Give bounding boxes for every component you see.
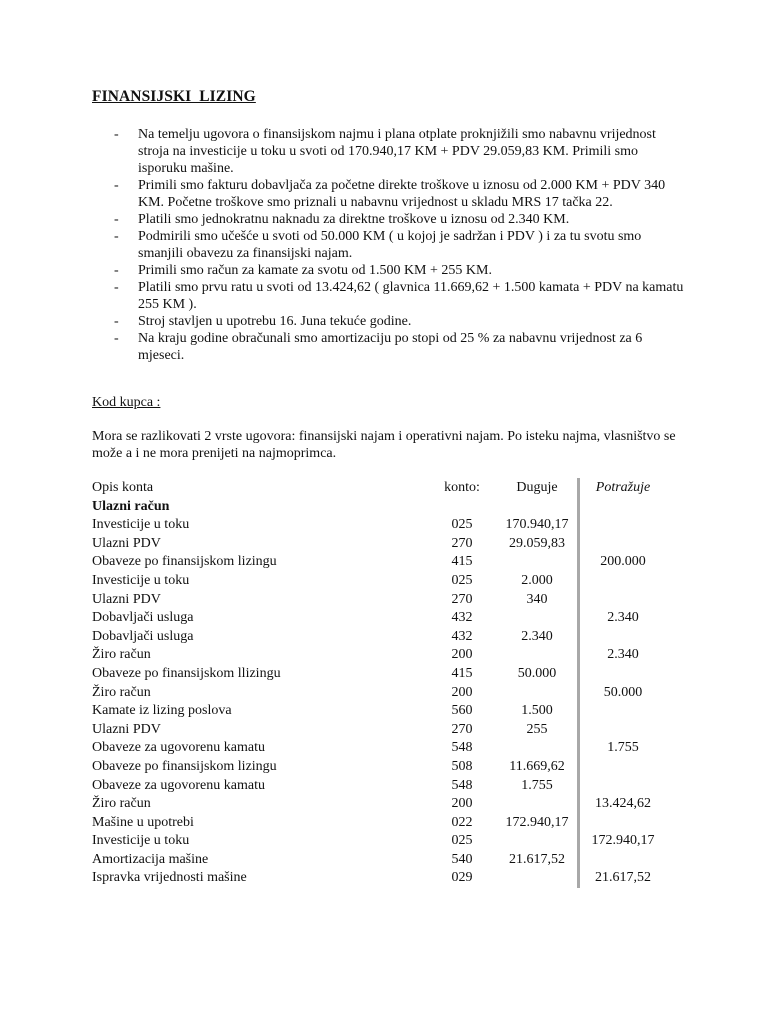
header-duguje: Duguje xyxy=(516,480,558,495)
bullet-item xyxy=(114,211,684,228)
row-desc: Obaveze po finansijskom lizingu xyxy=(92,554,277,570)
bullet-text: Primili smo račun za kamate za svotu od 1.500 KM + 255 KM. xyxy=(138,263,492,278)
table-row xyxy=(92,758,692,777)
row-duguje: 21.617,52 xyxy=(509,851,565,867)
bullet-marker: - xyxy=(114,331,119,346)
row-konto: 560 xyxy=(451,703,473,719)
row-desc: Dobavljači usluga xyxy=(92,628,194,644)
row-desc: Ulazni PDV xyxy=(92,535,161,551)
table-row xyxy=(92,628,692,647)
row-desc: Mašine u upotrebi xyxy=(92,814,194,830)
row-potrazuje: 21.617,52 xyxy=(595,870,651,886)
row-konto: 415 xyxy=(451,665,473,681)
row-duguje: 255 xyxy=(526,721,548,737)
row-konto: 270 xyxy=(451,591,473,607)
row-potrazuje: 1.755 xyxy=(607,740,639,756)
table-row xyxy=(92,646,692,665)
document-title: FINANSIJSKI LIZING xyxy=(92,88,256,105)
table-row xyxy=(92,572,692,591)
row-konto: 548 xyxy=(451,740,473,756)
table-row xyxy=(92,777,692,796)
table-row xyxy=(92,702,692,721)
row-desc: Obaveze za ugovorenu kamatu xyxy=(92,740,265,756)
row-potrazuje: 2.340 xyxy=(607,610,639,626)
table-row xyxy=(92,665,692,684)
bullet-marker: - xyxy=(114,263,119,278)
row-potrazuje: 2.340 xyxy=(607,647,639,663)
row-desc: Obaveze po finansijskom lizingu xyxy=(92,758,277,774)
table-row xyxy=(92,739,692,758)
ledger-header-row xyxy=(92,479,692,498)
bullet-marker: - xyxy=(114,314,119,329)
row-konto: 200 xyxy=(451,684,473,700)
row-desc: Investicije u toku xyxy=(92,833,190,849)
bullet-text: Na kraju godine obračunali smo amortizaciju po stopi od 25 % za nabavnu vrijednost za 6 mjeseci. xyxy=(138,331,643,363)
row-konto: 432 xyxy=(451,610,473,626)
row-desc: Dobavljači usluga xyxy=(92,610,194,626)
row-potrazuje: 13.424,62 xyxy=(595,796,651,812)
row-konto: 415 xyxy=(451,554,473,570)
row-konto: 270 xyxy=(451,535,473,551)
table-row xyxy=(92,832,692,851)
row-konto: 025 xyxy=(451,517,473,533)
row-desc: Ulazni PDV xyxy=(92,721,161,737)
bullet-text: Platili smo jednokratnu naknadu za direktne troškove u iznosu od 2.340 KM. xyxy=(138,212,570,227)
row-desc: Žiro račun xyxy=(92,796,151,812)
row-duguje: 1.755 xyxy=(521,777,553,793)
row-desc: Ispravka vrijednosti mašine xyxy=(92,870,247,886)
bullet-text: Na temelju ugovora o finansijskom najmu i plana otplate proknjižili smo nabavnu vrijednost stroja na investicije u toku u svoti od 170.940,17 KM + PDV 29.059,83 KM. Primili smo isporuku mašine. xyxy=(138,127,656,176)
bullet-item xyxy=(114,330,684,364)
row-desc: Ulazni PDV xyxy=(92,591,161,607)
table-row xyxy=(92,553,692,572)
row-konto: 200 xyxy=(451,647,473,663)
row-konto: 548 xyxy=(451,777,473,793)
bullet-marker: - xyxy=(114,127,119,142)
row-konto: 540 xyxy=(451,851,473,867)
row-konto: 432 xyxy=(451,628,473,644)
row-konto: 025 xyxy=(451,833,473,849)
bullet-text: Podmirili smo učešće u svoti od 50.000 KM ( u kojoj je sadržan i PDV ) i za tu svotu smo smanjili obavezu za finansijski najam. xyxy=(138,229,642,261)
bullet-item xyxy=(114,279,684,313)
row-desc: Investicije u toku xyxy=(92,572,190,588)
table-row xyxy=(92,814,692,833)
bullet-item xyxy=(114,313,684,330)
bullet-item xyxy=(114,126,684,177)
bullet-item xyxy=(114,228,684,262)
bullet-text: Stroj stavljen u upotrebu 16. Juna tekuće godine. xyxy=(138,314,412,329)
row-potrazuje: 200.000 xyxy=(600,554,646,570)
header-potrazuje: Potražuje xyxy=(595,480,651,495)
row-potrazuje: 50.000 xyxy=(603,684,643,700)
bullet-text: Primili smo fakturu dobavljača za početne direkte troškove u iznosu od 2.000 KM + PDV 340 KM. Početne troškove smo priznali u nabavnu vrijednost u skladu MRS 17 tačka 22. xyxy=(138,178,666,210)
ledger-subheading: Ulazni račun xyxy=(92,498,170,514)
table-row xyxy=(92,684,692,703)
ledger-table xyxy=(92,479,692,888)
row-konto: 200 xyxy=(451,796,473,812)
row-konto: 022 xyxy=(451,814,473,830)
table-row xyxy=(92,535,692,554)
bullet-marker: - xyxy=(114,212,119,227)
row-duguje: 340 xyxy=(526,591,548,607)
ledger-subheading-row xyxy=(92,498,692,517)
table-row xyxy=(92,609,692,628)
row-desc: Investicije u toku xyxy=(92,517,190,533)
row-desc: Žiro račun xyxy=(92,647,151,663)
bullet-marker: - xyxy=(114,280,119,295)
row-duguje: 172.940,17 xyxy=(505,814,569,830)
row-desc: Kamate iz lizing poslova xyxy=(92,703,232,719)
ledger-body xyxy=(92,516,692,888)
row-desc: Obaveze za ugovorenu kamatu xyxy=(92,777,265,793)
row-duguje: 2.340 xyxy=(521,628,553,644)
section-heading: Kod kupca : xyxy=(92,395,161,410)
row-desc: Obaveze po finansijskom llizingu xyxy=(92,665,281,681)
table-row xyxy=(92,591,692,610)
row-duguje: 29.059,83 xyxy=(509,535,565,551)
bullet-marker: - xyxy=(114,229,119,244)
bullet-item xyxy=(114,177,684,211)
bullet-list xyxy=(114,126,684,364)
header-desc: Opis konta xyxy=(92,480,154,495)
table-row xyxy=(92,869,692,888)
table-row xyxy=(92,851,692,870)
row-duguje: 1.500 xyxy=(521,703,553,719)
table-row xyxy=(92,721,692,740)
row-duguje: 2.000 xyxy=(521,572,553,588)
bullet-marker: - xyxy=(114,178,119,193)
table-row xyxy=(92,516,692,535)
row-duguje: 50.000 xyxy=(517,665,557,681)
table-row xyxy=(92,795,692,814)
header-konto: konto: xyxy=(444,480,480,495)
bullet-text: Platili smo prvu ratu u svoti od 13.424,62 ( glavnica 11.669,62 + 1.500 kamata + PDV na kamatu 255 KM ). xyxy=(138,280,684,312)
row-potrazuje: 172.940,17 xyxy=(591,833,655,849)
row-duguje: 11.669,62 xyxy=(509,758,565,774)
row-konto: 508 xyxy=(451,758,473,774)
row-konto: 029 xyxy=(451,870,473,886)
row-konto: 025 xyxy=(451,572,473,588)
row-duguje: 170.940,17 xyxy=(505,517,569,533)
intro-paragraph: Mora se razlikovati 2 vrste ugovora: finansijski najam i operativni najam. Po isteku najma, vlasništvo se može a i ne mora prenijeti na najmoprimca. xyxy=(92,429,676,461)
row-desc: Žiro račun xyxy=(92,684,151,700)
row-konto: 270 xyxy=(451,721,473,737)
bullet-item xyxy=(114,262,684,279)
row-desc: Amortizacija mašine xyxy=(92,851,209,867)
